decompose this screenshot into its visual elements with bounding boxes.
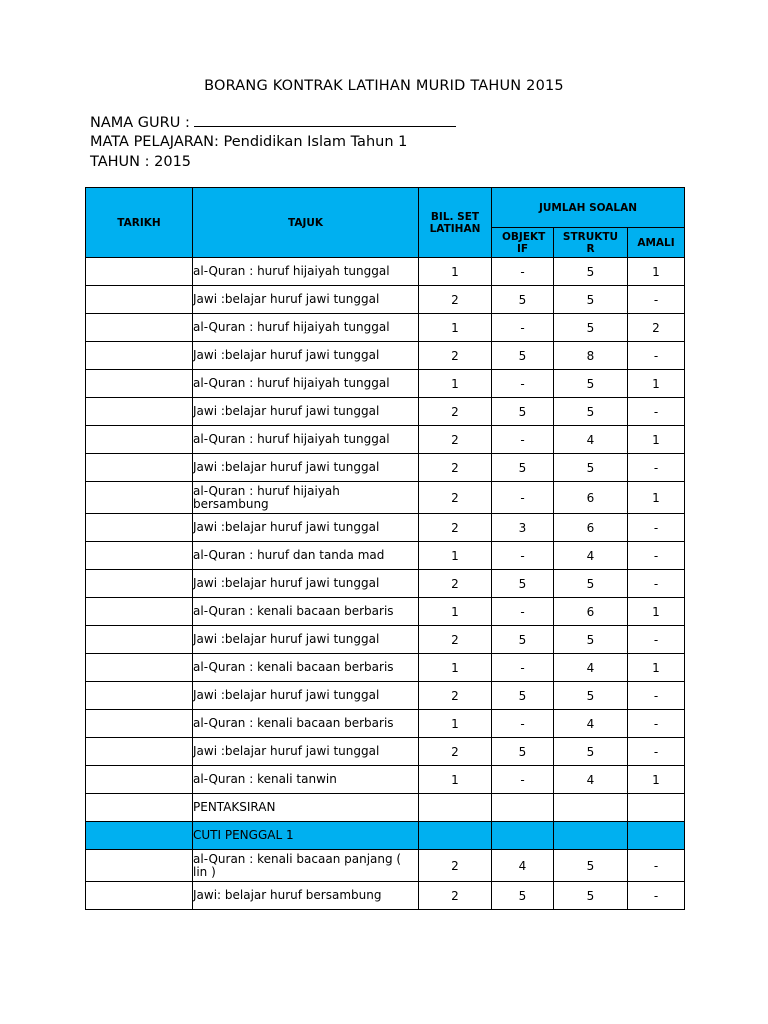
tajuk-cell: Jawi :belajar huruf jawi tunggal (193, 682, 419, 710)
struktur-cell: 5 (554, 682, 628, 710)
table-row (86, 398, 685, 426)
amali-cell: - (628, 682, 685, 710)
amali-cell (628, 794, 685, 822)
struktur-cell: 4 (554, 710, 628, 738)
tarikh-cell (86, 822, 193, 850)
table-row (86, 570, 685, 598)
objektif-cell: - (492, 426, 554, 454)
bil-set-cell: 2 (419, 454, 492, 482)
struktur-cell: 5 (554, 398, 628, 426)
amali-cell: - (628, 514, 685, 542)
tajuk-cell: al-Quran : huruf hijaiyah tunggal (193, 258, 419, 286)
bil-set-cell: 2 (419, 286, 492, 314)
table-body (86, 258, 685, 910)
amali-cell: - (628, 626, 685, 654)
amali-cell: - (628, 454, 685, 482)
objektif-cell: - (492, 654, 554, 682)
bil-set-cell: 1 (419, 654, 492, 682)
amali-cell: 1 (628, 370, 685, 398)
tarikh-cell (86, 626, 193, 654)
struktur-cell: 4 (554, 542, 628, 570)
bil-set-cell: 1 (419, 766, 492, 794)
bil-set-cell: 1 (419, 258, 492, 286)
table-row (86, 710, 685, 738)
objektif-cell: - (492, 258, 554, 286)
objektif-cell: - (492, 542, 554, 570)
struktur-cell: 5 (554, 850, 628, 882)
contract-table (85, 187, 685, 910)
objektif-cell: 5 (492, 626, 554, 654)
table-row (86, 426, 685, 454)
amali-cell: 1 (628, 258, 685, 286)
struktur-cell: 5 (554, 314, 628, 342)
amali-cell: 2 (628, 314, 685, 342)
tajuk-cell: CUTI PENGGAL 1 (193, 822, 419, 850)
amali-cell: - (628, 286, 685, 314)
page-title: BORANG KONTRAK LATIHAN MURID TAHUN 2015 (204, 78, 564, 94)
tajuk-cell: al-Quran : kenali bacaan berbaris (193, 598, 419, 626)
struktur-cell: 6 (554, 514, 628, 542)
objektif-cell: 4 (492, 850, 554, 882)
tarikh-cell (86, 682, 193, 710)
tarikh-cell (86, 286, 193, 314)
struktur-cell: 5 (554, 626, 628, 654)
amali-cell: - (628, 882, 685, 910)
tajuk-cell: Jawi :belajar huruf jawi tunggal (193, 626, 419, 654)
table-row (86, 598, 685, 626)
header-struktur (554, 228, 628, 258)
struktur-cell: 5 (554, 286, 628, 314)
table-row (86, 514, 685, 542)
table-row (86, 286, 685, 314)
table-row (86, 794, 685, 822)
amali-cell: - (628, 850, 685, 882)
tajuk-cell: al-Quran : huruf hijaiyah bersambung (193, 482, 419, 514)
amali-cell: - (628, 342, 685, 370)
objektif-cell: 3 (492, 514, 554, 542)
bil-set-cell: 2 (419, 738, 492, 766)
header-tajuk: TAJUK (193, 188, 419, 258)
tarikh-cell (86, 850, 193, 882)
table-row (86, 370, 685, 398)
amali-cell: - (628, 738, 685, 766)
tarikh-cell (86, 314, 193, 342)
table-row (86, 654, 685, 682)
tajuk-cell: al-Quran : kenali bacaan panjang ( lin ) (193, 850, 419, 882)
tarikh-cell (86, 598, 193, 626)
amali-cell: - (628, 570, 685, 598)
table-row (86, 822, 685, 850)
header-bil-set (419, 188, 492, 258)
bil-set-cell: 2 (419, 850, 492, 882)
table-row (86, 626, 685, 654)
tajuk-cell: Jawi: belajar huruf bersambung (193, 882, 419, 910)
tarikh-cell (86, 398, 193, 426)
bil-set-cell: 1 (419, 598, 492, 626)
struktur-cell: 4 (554, 654, 628, 682)
struktur-cell: 8 (554, 342, 628, 370)
amali-cell: - (628, 542, 685, 570)
tarikh-cell (86, 882, 193, 910)
bil-set-cell: 1 (419, 542, 492, 570)
table-row (86, 258, 685, 286)
tajuk-cell: Jawi :belajar huruf jawi tunggal (193, 286, 419, 314)
objektif-cell: 5 (492, 398, 554, 426)
tajuk-cell: Jawi :belajar huruf jawi tunggal (193, 570, 419, 598)
tahun-line: TAHUN : 2015 (90, 154, 192, 170)
objektif-cell: 5 (492, 454, 554, 482)
table-row (86, 682, 685, 710)
table-row (86, 314, 685, 342)
header-bil-set-label: BIL. SET LATIHAN (429, 210, 481, 235)
bil-set-cell (419, 794, 492, 822)
tarikh-cell (86, 342, 193, 370)
tarikh-cell (86, 514, 193, 542)
struktur-cell: 4 (554, 426, 628, 454)
struktur-cell: 5 (554, 882, 628, 910)
amali-cell: 1 (628, 598, 685, 626)
objektif-cell: - (492, 598, 554, 626)
tajuk-cell: al-Quran : kenali tanwin (193, 766, 419, 794)
struktur-cell (554, 794, 628, 822)
header-objektif-label: OBJEKT IF (502, 230, 546, 255)
tajuk-cell: al-Quran : huruf hijaiyah tunggal (193, 426, 419, 454)
header-struktur-label: STRUKTU R (562, 230, 619, 255)
struktur-cell: 5 (554, 258, 628, 286)
bil-set-cell: 2 (419, 426, 492, 454)
tarikh-cell (86, 738, 193, 766)
tajuk-cell: al-Quran : kenali bacaan berbaris (193, 654, 419, 682)
amali-cell: 1 (628, 766, 685, 794)
tajuk-cell: al-Quran : kenali bacaan berbaris (193, 710, 419, 738)
tajuk-cell: Jawi :belajar huruf jawi tunggal (193, 342, 419, 370)
objektif-cell: - (492, 370, 554, 398)
objektif-cell: - (492, 314, 554, 342)
nama-guru-label: NAMA GURU : (90, 115, 190, 131)
amali-cell: 1 (628, 654, 685, 682)
tajuk-cell: Jawi :belajar huruf jawi tunggal (193, 738, 419, 766)
table-row (86, 482, 685, 514)
tarikh-cell (86, 370, 193, 398)
struktur-cell: 5 (554, 454, 628, 482)
header-objektif (492, 228, 554, 258)
tarikh-cell (86, 766, 193, 794)
tajuk-cell: Jawi :belajar huruf jawi tunggal (193, 514, 419, 542)
amali-cell: 1 (628, 426, 685, 454)
header-jumlah-soalan: JUMLAH SOALAN (492, 188, 685, 228)
tajuk-cell: al-Quran : huruf dan tanda mad (193, 542, 419, 570)
struktur-cell: 5 (554, 370, 628, 398)
table-row (86, 342, 685, 370)
nama-guru-line (90, 112, 456, 133)
struktur-cell: 5 (554, 738, 628, 766)
tarikh-cell (86, 454, 193, 482)
bil-set-cell: 2 (419, 682, 492, 710)
table-row (86, 882, 685, 910)
objektif-cell: 5 (492, 286, 554, 314)
objektif-cell: 5 (492, 882, 554, 910)
struktur-cell (554, 822, 628, 850)
table-row (86, 738, 685, 766)
bil-set-cell: 1 (419, 710, 492, 738)
bil-set-cell: 2 (419, 482, 492, 514)
objektif-cell (492, 822, 554, 850)
struktur-cell: 5 (554, 570, 628, 598)
amali-cell: 1 (628, 482, 685, 514)
objektif-cell: - (492, 482, 554, 514)
bil-set-cell: 2 (419, 514, 492, 542)
tarikh-cell (86, 794, 193, 822)
bil-set-cell: 2 (419, 398, 492, 426)
bil-set-cell: 1 (419, 314, 492, 342)
tajuk-cell: al-Quran : huruf hijaiyah tunggal (193, 370, 419, 398)
table-row (86, 542, 685, 570)
struktur-cell: 6 (554, 598, 628, 626)
table-row (86, 850, 685, 882)
tarikh-cell (86, 426, 193, 454)
tarikh-cell (86, 710, 193, 738)
tarikh-cell (86, 258, 193, 286)
tajuk-cell: Jawi :belajar huruf jawi tunggal (193, 398, 419, 426)
tajuk-cell: PENTAKSIRAN (193, 794, 419, 822)
tarikh-cell (86, 654, 193, 682)
objektif-cell: - (492, 710, 554, 738)
bil-set-cell: 2 (419, 570, 492, 598)
amali-cell: - (628, 710, 685, 738)
nama-guru-blank (194, 112, 456, 127)
tarikh-cell (86, 542, 193, 570)
objektif-cell: 5 (492, 738, 554, 766)
objektif-cell: 5 (492, 342, 554, 370)
header-tarikh: TARIKH (86, 188, 193, 258)
bil-set-cell: 2 (419, 342, 492, 370)
objektif-cell: 5 (492, 570, 554, 598)
amali-cell (628, 822, 685, 850)
tarikh-cell (86, 570, 193, 598)
bil-set-cell (419, 822, 492, 850)
objektif-cell (492, 794, 554, 822)
mata-pelajaran-line: MATA PELAJARAN: Pendidikan Islam Tahun 1 (90, 134, 408, 150)
objektif-cell: - (492, 766, 554, 794)
bil-set-cell: 2 (419, 882, 492, 910)
amali-cell: - (628, 398, 685, 426)
bil-set-cell: 1 (419, 370, 492, 398)
bil-set-cell: 2 (419, 626, 492, 654)
objektif-cell: 5 (492, 682, 554, 710)
struktur-cell: 6 (554, 482, 628, 514)
header-amali: AMALI (628, 228, 685, 258)
tarikh-cell (86, 482, 193, 514)
struktur-cell: 4 (554, 766, 628, 794)
tajuk-cell: al-Quran : huruf hijaiyah tunggal (193, 314, 419, 342)
table-row (86, 454, 685, 482)
table-row (86, 766, 685, 794)
tajuk-cell: Jawi :belajar huruf jawi tunggal (193, 454, 419, 482)
